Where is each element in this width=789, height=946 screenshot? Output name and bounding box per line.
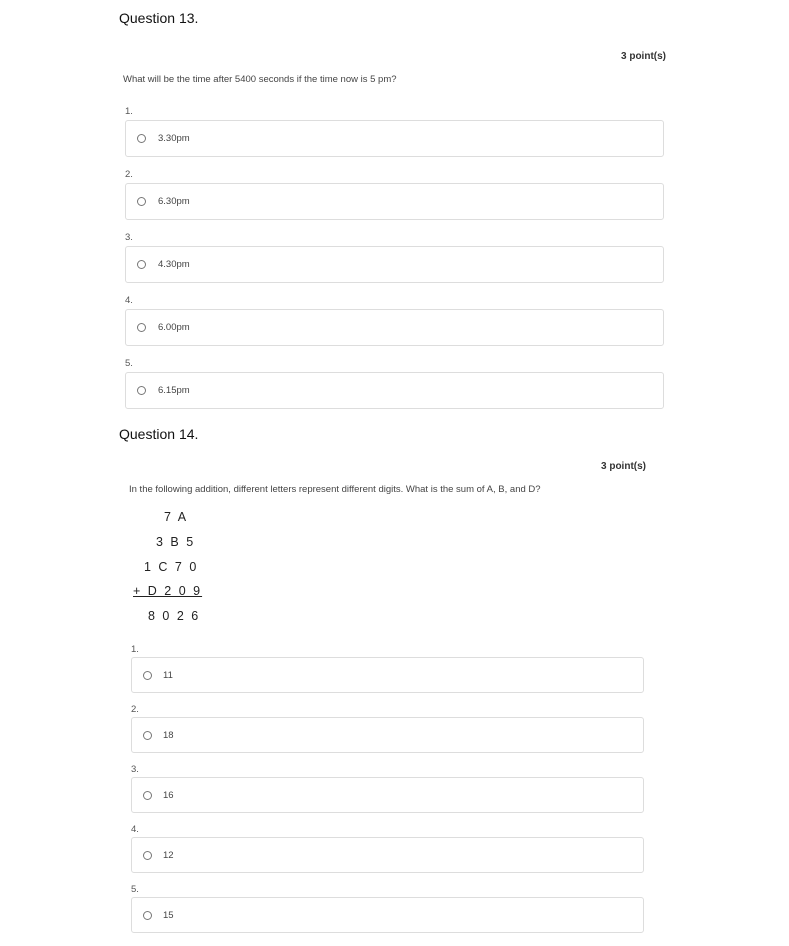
answer-option[interactable] bbox=[131, 657, 644, 693]
option-number: 2. bbox=[131, 704, 139, 715]
option-number: 1. bbox=[125, 106, 133, 117]
question-prompt: In the following addition, different letters represent different digits. What is the sum of A, B, and D? bbox=[129, 484, 541, 495]
radio-button-icon[interactable] bbox=[143, 731, 152, 740]
option-number: 1. bbox=[131, 644, 139, 655]
answer-option[interactable] bbox=[125, 120, 664, 157]
radio-button-icon[interactable] bbox=[143, 851, 152, 860]
answer-option[interactable] bbox=[131, 777, 644, 813]
option-label: 4.30pm bbox=[158, 259, 190, 270]
answer-option[interactable] bbox=[125, 309, 664, 346]
radio-button-icon[interactable] bbox=[137, 197, 146, 206]
addition-line-4: + D 2 0 9 bbox=[133, 584, 203, 598]
addition-line-3: 1 C 7 0 bbox=[144, 560, 199, 574]
radio-button-icon[interactable] bbox=[143, 671, 152, 680]
question-title-prefix: Question bbox=[119, 10, 179, 26]
option-label: 3.30pm bbox=[158, 133, 190, 144]
answer-option[interactable] bbox=[125, 183, 664, 220]
option-label: 12 bbox=[163, 850, 174, 861]
option-label: 15 bbox=[163, 910, 174, 921]
question-title-prefix: Question bbox=[119, 426, 179, 442]
question-number: 14. bbox=[178, 426, 199, 442]
option-label: 6.15pm bbox=[158, 385, 190, 396]
radio-button-icon[interactable] bbox=[137, 386, 146, 395]
addition-line-1: 7 A bbox=[164, 510, 189, 524]
option-label: 11 bbox=[163, 670, 173, 681]
option-label: 6.00pm bbox=[158, 322, 190, 333]
question-title bbox=[119, 10, 198, 26]
radio-button-icon[interactable] bbox=[143, 911, 152, 920]
answer-option[interactable] bbox=[125, 246, 664, 283]
answer-option[interactable] bbox=[125, 372, 664, 409]
option-label: 16 bbox=[163, 790, 174, 801]
points-label: 3 point(s) bbox=[601, 461, 646, 472]
question-prompt: What will be the time after 5400 seconds if the time now is 5 pm? bbox=[123, 74, 397, 85]
addition-line-2: 3 B 5 bbox=[156, 535, 196, 549]
addition-result: 8 0 2 6 bbox=[148, 609, 201, 623]
option-label: 18 bbox=[163, 730, 174, 741]
option-number: 5. bbox=[131, 884, 139, 895]
option-number: 3. bbox=[125, 232, 133, 243]
option-number: 5. bbox=[125, 358, 133, 369]
option-number: 4. bbox=[131, 824, 139, 835]
question-number: 13. bbox=[178, 10, 199, 26]
question-title bbox=[119, 426, 198, 442]
answer-option[interactable] bbox=[131, 717, 644, 753]
option-label: 6.30pm bbox=[158, 196, 190, 207]
radio-button-icon[interactable] bbox=[137, 260, 146, 269]
radio-button-icon[interactable] bbox=[137, 323, 146, 332]
answer-option[interactable] bbox=[131, 837, 644, 873]
points-label: 3 point(s) bbox=[621, 51, 666, 62]
answer-option[interactable] bbox=[131, 897, 644, 933]
option-number: 3. bbox=[131, 764, 139, 775]
radio-button-icon[interactable] bbox=[137, 134, 146, 143]
option-number: 4. bbox=[125, 295, 133, 306]
option-number: 2. bbox=[125, 169, 133, 180]
radio-button-icon[interactable] bbox=[143, 791, 152, 800]
